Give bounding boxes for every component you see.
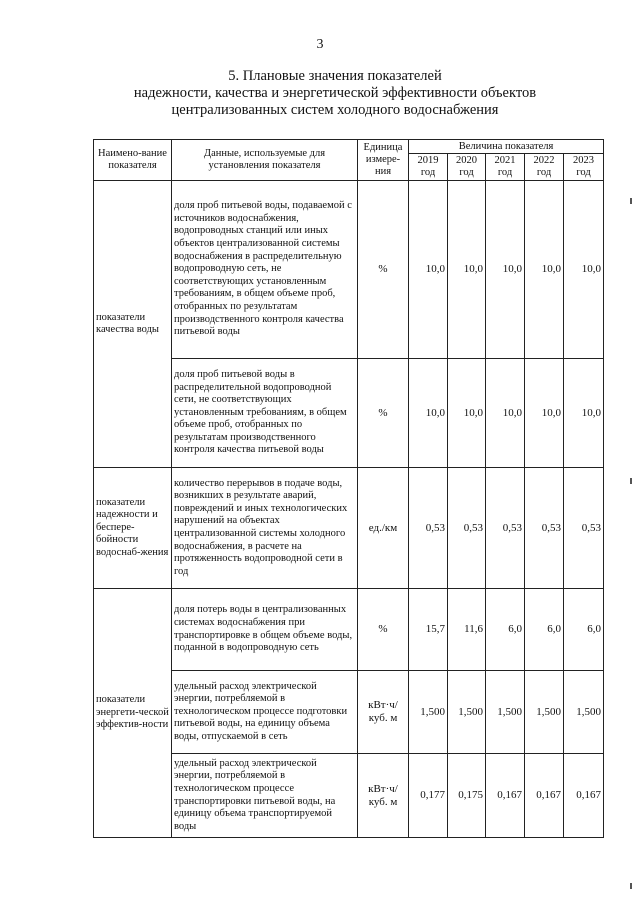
row-value: 1,500 xyxy=(486,671,525,754)
row-value: 10,0 xyxy=(564,181,604,359)
row-value: 10,0 xyxy=(525,359,564,468)
row-unit: % xyxy=(358,181,409,359)
row-value: 10,0 xyxy=(409,359,448,468)
row-unit: кВт·ч/ куб. м xyxy=(358,671,409,754)
row-value: 1,500 xyxy=(448,671,486,754)
row-value: 15,7 xyxy=(409,589,448,671)
row-value: 0,167 xyxy=(525,754,564,838)
row-description: доля проб питьевой воды в распределительной водопроводной сети, не соответствующих установленным требованиям, в общем объеме проб, отобранных по результатам производственного контроля качества питьевой воды xyxy=(172,359,358,468)
row-unit: % xyxy=(358,359,409,468)
title-line-3: централизованных систем холодного водоснабжения xyxy=(171,102,499,118)
group-name: показатели качества воды xyxy=(94,181,172,468)
row-value: 1,500 xyxy=(564,671,604,754)
row-value: 10,0 xyxy=(486,359,525,468)
row-description: доля потерь воды в централизованных системах водоснабжения при транспортировке в общем объеме воды, поданной в водопроводную сеть xyxy=(172,589,358,671)
row-value: 0,53 xyxy=(409,468,448,589)
header-year: 2022 год xyxy=(525,154,564,181)
row-value: 1,500 xyxy=(409,671,448,754)
table-row xyxy=(94,589,604,671)
row-value: 11,6 xyxy=(448,589,486,671)
group-name: показатели энергети-ческой эффектив-ности xyxy=(94,589,172,838)
row-value: 0,175 xyxy=(448,754,486,838)
row-value: 0,167 xyxy=(564,754,604,838)
row-value: 10,0 xyxy=(448,359,486,468)
title-line-2: надежности, качества и энергетической эффективности объектов xyxy=(133,85,537,101)
row-unit: кВт·ч/ куб. м xyxy=(358,754,409,838)
row-value: 0,53 xyxy=(564,468,604,589)
header-data: Данные, используемые для установления показателя xyxy=(172,140,358,181)
row-value: 0,167 xyxy=(486,754,525,838)
scan-mark xyxy=(630,478,632,484)
row-value: 10,0 xyxy=(409,181,448,359)
row-value: 6,0 xyxy=(564,589,604,671)
row-value: 0,53 xyxy=(525,468,564,589)
group-name: показатели надежности и беспере-бойности водоснаб-жения xyxy=(94,468,172,589)
row-unit: % xyxy=(358,589,409,671)
row-value: 10,0 xyxy=(486,181,525,359)
row-description: удельный расход электрической энергии, потребляемой в технологическом процессе транспортировки питьевой воды, на единицу объема транспортируемой воды xyxy=(172,754,358,838)
row-value: 6,0 xyxy=(486,589,525,671)
row-value: 0,53 xyxy=(486,468,525,589)
row-value: 1,500 xyxy=(525,671,564,754)
row-unit: ед./км xyxy=(358,468,409,589)
header-value-group: Величина показателя xyxy=(409,140,604,154)
header-year: 2019 год xyxy=(409,154,448,181)
row-description: количество перерывов в подаче воды, возникших в результате аварий, повреждений и иных технологических нарушений на объектах централизованной системы холодного водоснабжения, в расчете на протяженность водопроводной сети в год xyxy=(172,468,358,589)
header-unit: Единица измере-ния xyxy=(358,140,409,181)
title-line-1: 5. Плановые значения показателей xyxy=(228,68,442,84)
scan-mark xyxy=(630,198,632,204)
row-description: удельный расход электрической энергии, потребляемой в технологическом процессе подготовки питьевой воды, на единицу объема воды, отпускаемой в сеть xyxy=(172,671,358,754)
row-description: доля проб питьевой воды, подаваемой с источников водоснабжения, водопроводных станций или иных объектов централизованной системы водоснабжения в распределительную водопроводную сеть, не соответствующих установленным требованиям, в общем объеме проб, отобранных по результатам производственного контроля качества питьевой воды xyxy=(172,181,358,359)
row-value: 10,0 xyxy=(448,181,486,359)
row-value: 6,0 xyxy=(525,589,564,671)
page-number: 3 xyxy=(316,37,324,52)
row-value: 0,177 xyxy=(409,754,448,838)
row-value: 10,0 xyxy=(564,359,604,468)
header-year: 2021 год xyxy=(486,154,525,181)
header-year: 2020 год xyxy=(448,154,486,181)
indicators-table xyxy=(93,139,604,838)
header-year: 2023 год xyxy=(564,154,604,181)
row-value: 0,53 xyxy=(448,468,486,589)
table-row xyxy=(94,468,604,589)
row-value: 10,0 xyxy=(525,181,564,359)
table-row xyxy=(94,181,604,359)
header-name: Наимено-вание показателя xyxy=(94,140,172,181)
scan-mark xyxy=(630,883,632,889)
document-title xyxy=(100,68,570,119)
